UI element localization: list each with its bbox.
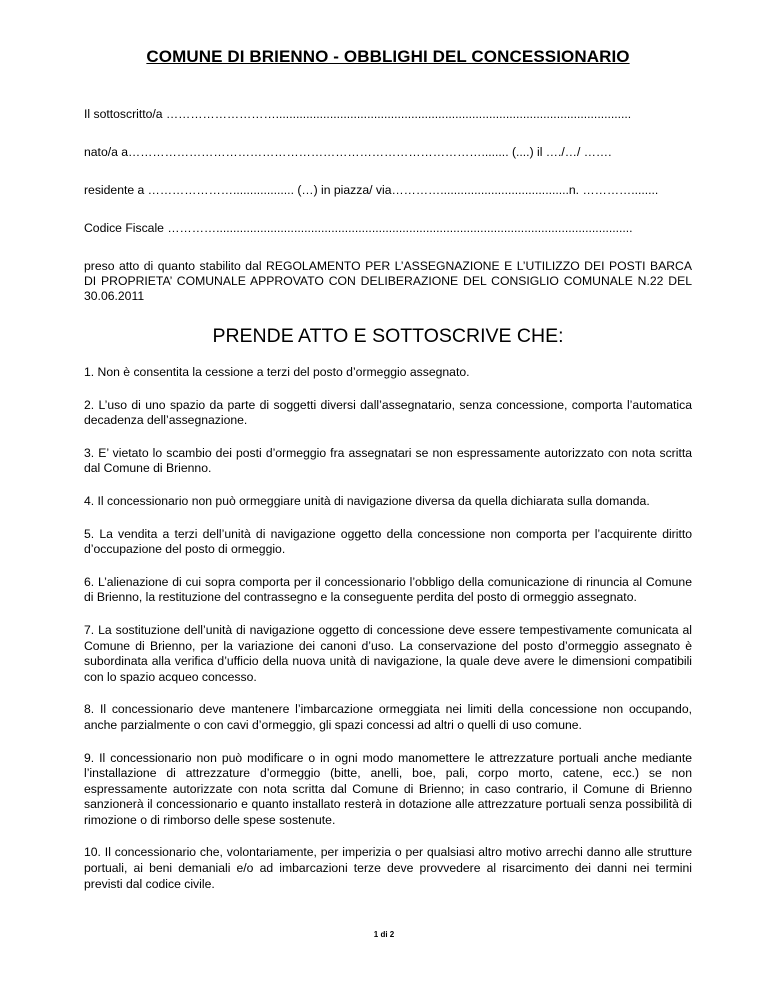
- field-codice-fiscale: Codice Fiscale …………...........................................................................................................................: [84, 221, 633, 235]
- obligation-item-6: 6. L’alienazione di cui sopra comporta per il concessionario l’obbligo della comunicazione di rinuncia al Comune di Brienno, la restituzione del contrassegno e la conseguente perdita del posto di ormeggio assegnato.: [84, 574, 692, 605]
- obligation-item-9: 9. Il concessionario non può modificare o in ogni modo manomettere le attrezzature portuali anche mediante l’installazione di attrezzature d’ormeggio (bitte, anelli, boe, pali, corpo morto, catene, ecc.) se non espressamente autorizzate con nota scritta dal Comune di Brienno; in caso contrario, il Comune di Brienno sanzionerà il concessionario e quanto installato resterà in dotazione alle attrezzature portuali senza possibilità di rimozione o di rimborso delle spese sostenute.: [84, 750, 692, 827]
- obligation-item-1: 1. Non è consentita la cessione a terzi del posto d’ormeggio assegnato.: [84, 365, 470, 379]
- obligation-item-4: 4. Il concessionario non può ormeggiare unità di navigazione diversa da quella dichiarata sulla domanda.: [84, 493, 650, 508]
- document-page: [84, 0, 692, 909]
- obligation-item-8: 8. Il concessionario deve mantenere l’imbarcazione ormeggiata nei limiti della concessione non occupando, anche parzialmente o con cavi d’ormeggio, gli spazi concessi ad altri o quelli di uso comune.: [84, 702, 692, 732]
- field-residente: residente a ………………….................. (…) in piazza/ via…………......................................n. …………........: [84, 183, 659, 197]
- obligation-item-10: 10. Il concessionario che, volontariamente, per imperizia o per qualsiasi altro motivo arrechi danno alle strutture portuali, ai beni demaniali e/o ad imbarcazioni terze deve provvedere al risarcimento dei danni nei termini previsti dal codice civile.: [84, 845, 692, 891]
- obligation-item-5: 5. La vendita a terzi dell’unità di navigazione oggetto della concessione non comporta per l’acquirente diritto d’occupazione del posto di ormeggio.: [84, 526, 692, 557]
- page-number: 1 di 2: [373, 930, 395, 939]
- obligations-list: [84, 365, 692, 892]
- document-title: COMUNE DI BRIENNO - OBBLIGHI DEL CONCESSIONARIO: [146, 47, 630, 66]
- obligation-item-2: 2. L’uso di uno spazio da parte di soggetti diversi dall’assegnatario, senza concessione, comporta l’automatica decadenza dell’assegnazione.: [84, 397, 692, 428]
- field-nato-a: nato/a a……………………………………………………………………………........ (....) il …./…/ …….: [84, 145, 612, 159]
- obligation-item-7: 7. La sostituzione dell’unità di navigazione oggetto di concessione deve essere tempestivamente comunicata al Comune di Brienno, per la variazione dei canoni d’uso. La conservazione del posto d’ormeggio assegnato è subordinata alla verifica d’ufficio della nuova unità di navigazione, la quale deve avere le dimensioni compatibili con lo spazio acqueo concesso.: [84, 622, 692, 684]
- obligation-item-3: 3. E’ vietato lo scambio dei posti d’ormeggio fra assegnatari se non espressamente autorizzato con nota scritta dal Comune di Brienno.: [84, 445, 692, 476]
- section-heading: PRENDE ATTO E SOTTOSCRIVE CHE:: [212, 325, 564, 347]
- preamble-text: preso atto di quanto stabilito dal REGOLAMENTO PER L’ASSEGNAZIONE E L’UTILIZZO DEI POSTI BARCA DI PROPRIETA’ COMUNALE APPROVATO CON DELIBERAZIONE DEL CONSIGLIO COMUNALE N.22 DEL 30.06.2011: [84, 259, 692, 303]
- field-sottoscritto: Il sottoscritto/a ……………………….........................................................................................................: [84, 107, 632, 121]
